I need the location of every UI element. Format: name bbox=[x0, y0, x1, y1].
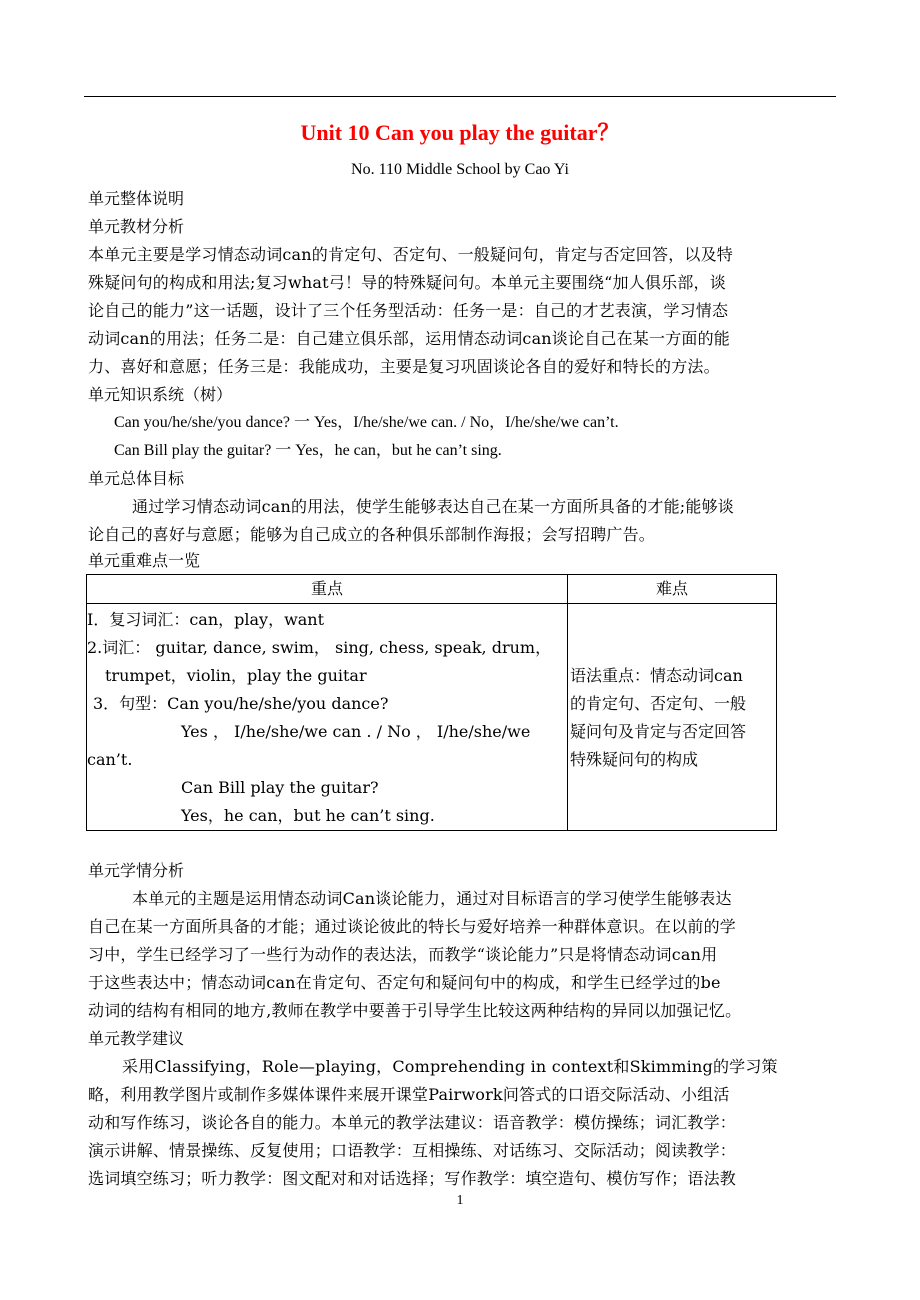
difficult-point-line: 特殊疑问句的构成 bbox=[570, 750, 699, 769]
section-heading-advice: 单元教学建议 bbox=[88, 1029, 185, 1048]
paragraph-line: 动词can的用法；任务二是：自己建立俱乐部，运用情态动词can谈论自己在某一方面的能 bbox=[88, 329, 731, 348]
paragraph-line: 动和写作练习，谈论各自的能力。本单元的教学法建议：语音教学：模仿操练；词汇教学： bbox=[88, 1113, 737, 1132]
knowledge-line: Can Bill play the guitar? 一 Yes，he can，but he can’t sing. bbox=[114, 442, 502, 459]
advice-paragraph bbox=[88, 1053, 836, 1193]
paragraph-line: 采用Classifying，Role—playing，Comprehending in context和Skimming的学习策 bbox=[122, 1057, 778, 1076]
paragraph-line: 于这些表达中；情态动词can在肯定句、否定句和疑问句中的构成，和学生已经学过的be bbox=[88, 973, 721, 992]
section-heading-knowledge: 单元知识系统（树） bbox=[88, 385, 233, 404]
paragraph-line: 殊疑问句的构成和用法;复习what弓！导的特殊疑问句。本单元主要围绕“加人俱乐部，谈 bbox=[88, 273, 726, 292]
difficult-point-line: 疑问句及肯定与否定回答 bbox=[570, 722, 747, 741]
key-point-line: 2.词汇： guitar, dance, swim， sing, chess, speak, drum， bbox=[87, 638, 552, 657]
key-point-line: can’t. bbox=[87, 750, 133, 769]
students-paragraph bbox=[88, 885, 836, 1025]
paragraph-line: 论自己的喜好与意愿；能够为自己成立的各种俱乐部制作海报；会写招聘广告。 bbox=[88, 525, 656, 544]
section-heading-goals: 单元总体目标 bbox=[88, 469, 185, 488]
document-title: Unit 10 Can you play the guitar？ bbox=[300, 120, 620, 145]
author-byline: No. 110 Middle School by Cao Yi bbox=[351, 161, 569, 178]
section-heading-material: 单元教材分析 bbox=[88, 217, 185, 236]
key-point-line: Can Bill play the guitar? bbox=[181, 778, 379, 797]
page-number: 1 bbox=[456, 1193, 464, 1208]
goals-paragraph bbox=[88, 493, 836, 549]
section-heading-overall: 单元整体说明 bbox=[88, 189, 185, 208]
table-header-difficult: 难点 bbox=[568, 575, 777, 604]
paragraph-line: 通过学习情态动词can的用法，使学生能够表达自己在某一方面所具备的才能;能够谈 bbox=[132, 497, 734, 516]
key-points-cell bbox=[87, 604, 568, 831]
paragraph-line: 自己在某一方面所具备的才能；通过谈论彼此的特长与爱好培养一种群体意识。在以前的学 bbox=[88, 917, 737, 936]
key-point-line: Yes，he can，but he can’t sing. bbox=[181, 806, 435, 825]
material-paragraph bbox=[88, 241, 836, 381]
difficult-point-line: 语法重点：情态动词can bbox=[570, 666, 743, 685]
paragraph-line: 动词的结构有相同的地方,教师在教学中要善于引导学生比较这两种结构的异同以加强记忆。 bbox=[88, 1001, 742, 1020]
paragraph-line: 演示讲解、情景操练、反复使用；口语教学：互相操练、对话练习、交际活动；阅读教学： bbox=[88, 1141, 737, 1160]
paragraph-line: 习中，学生已经学习了一些行为动作的表达法，而教学“谈论能力”只是将情态动词can用 bbox=[88, 945, 718, 964]
paragraph-line: 力、喜好和意愿；任务三是：我能成功，主要是复习巩固谈论各自的爱好和特长的方法。 bbox=[88, 357, 720, 376]
paragraph-line: 选词填空练习；听力教学：图文配对和对话选择；写作教学：填空造句、模仿写作；语法教 bbox=[88, 1169, 737, 1188]
key-point-line: I．复习词汇：can，play，want bbox=[87, 610, 325, 629]
paragraph-line: 略，利用教学图片或制作多媒体课件来展开课堂Pairwork问答式的口语交际活动、小组活 bbox=[88, 1085, 730, 1104]
keypoints-table bbox=[86, 574, 777, 831]
knowledge-line: Can you/he/she/you dance? 一 Yes，I/he/she/we can. / No，I/he/she/we can’t. bbox=[114, 414, 619, 431]
difficult-point-line: 的肯定句、否定句、一般 bbox=[570, 694, 747, 713]
paragraph-line: 论自己的能力”这一话题，设计了三个任务型活动：任务一是：自己的才艺表演，学习情态 bbox=[88, 301, 729, 320]
key-point-line: 3．句型：Can you/he/she/you dance? bbox=[93, 694, 389, 713]
section-heading-students: 单元学情分析 bbox=[88, 861, 185, 880]
header-rule bbox=[84, 96, 836, 97]
section-heading-keypoints: 单元重难点一览 bbox=[88, 551, 201, 570]
key-point-line: trumpet，violin，play the guitar bbox=[105, 666, 367, 685]
key-point-line: Yes ， I/he/she/we can . / No ， I/he/she/we bbox=[181, 722, 531, 741]
paragraph-line: 本单元主要是学习情态动词can的肯定句、否定句、一般疑问句，肯定与否定回答，以及特 bbox=[88, 245, 734, 264]
table-header-key: 重点 bbox=[87, 575, 568, 604]
difficult-points-cell bbox=[568, 604, 777, 831]
paragraph-line: 本单元的主题是运用情态动词Can谈论能力，通过对目标语言的学习使学生能够表达 bbox=[132, 889, 732, 908]
